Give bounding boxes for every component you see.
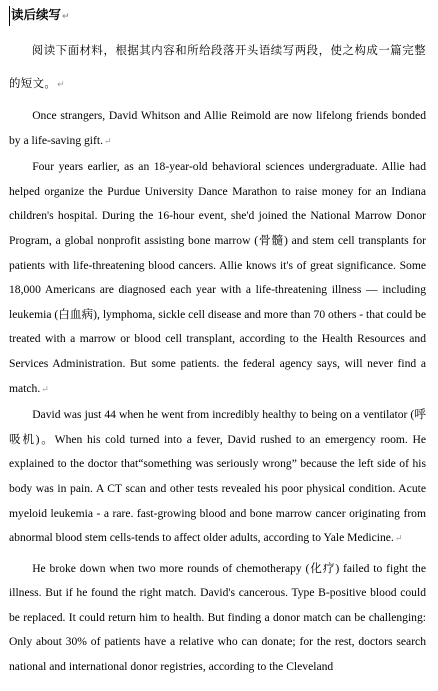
story-paragraph-4: He broke down when two more rounds of chemotherapy (化疗) failed to fight the illness. But if he found the right match. David's cancerous. Type B-positive blood could be replaced. It could return him to health. But finding a donor match can be challenging: Only about 30% of patients have a relative who can donate; for the rest, doctors search national and international donor registries, according to the Cleveland	[9, 561, 426, 674]
paragraph-mark-icon	[62, 12, 70, 22]
paragraph-mark-icon	[41, 384, 49, 394]
instruction-paragraph: 阅读下面材料，根据其内容和所给段落开头语续写两段，使之构成一篇完整的短文。 ↵	[9, 34, 426, 102]
paragraph-mark-icon	[57, 80, 65, 90]
story-paragraph-3: David was just 44 when he went from incredibly healthy to being on a ventilator (呼吸机)。When his cold turned into a fever, David rushed to an emergency room. He explained to the doctor that“something was seriously wrong” because the left side of his body was in pain. A CT scan and other tests revealed his poor physical condition. Acute myeloid leukemia - a rare. fast-growing blood and bone marrow cancer originating from abnormal blood stem cells-tends to affect older adults, according to Yale Medicine. ↵	[9, 403, 426, 551]
paragraph-mark-icon	[104, 136, 112, 146]
paragraph-mark-icon	[395, 533, 403, 543]
document-title: 读后续写 ↵	[9, 6, 426, 26]
story-paragraph-1: Once strangers, David Whitson and Allie Reimold are now lifelong friends bonded by a life-saving gift. ↵	[9, 104, 426, 153]
story-paragraph-2: Four years earlier, as an 18-year-old behavioral sciences undergraduate. Allie had helped organize the Purdue University Dance Marathon to raise money for an Indiana children's hospital. During the 16-hour event, she'd joined the National Marrow Donor Program, a global nonprofit assisting bone marrow (骨髓) and stem cell transplants for patients with life-threatening blood cancers. Allie knows it's of great significance. Some 18,000 Americans are diagnosed each year with a life-threatening illness — including leukemia (白血病), lymphoma, sickle cell disease and more than 70 others - that could be treated with a marrow or blood cell transplant, according to the Health Resources and Services Administration. But some patients. the federal agency says, will never find a match. ↵	[9, 155, 426, 401]
